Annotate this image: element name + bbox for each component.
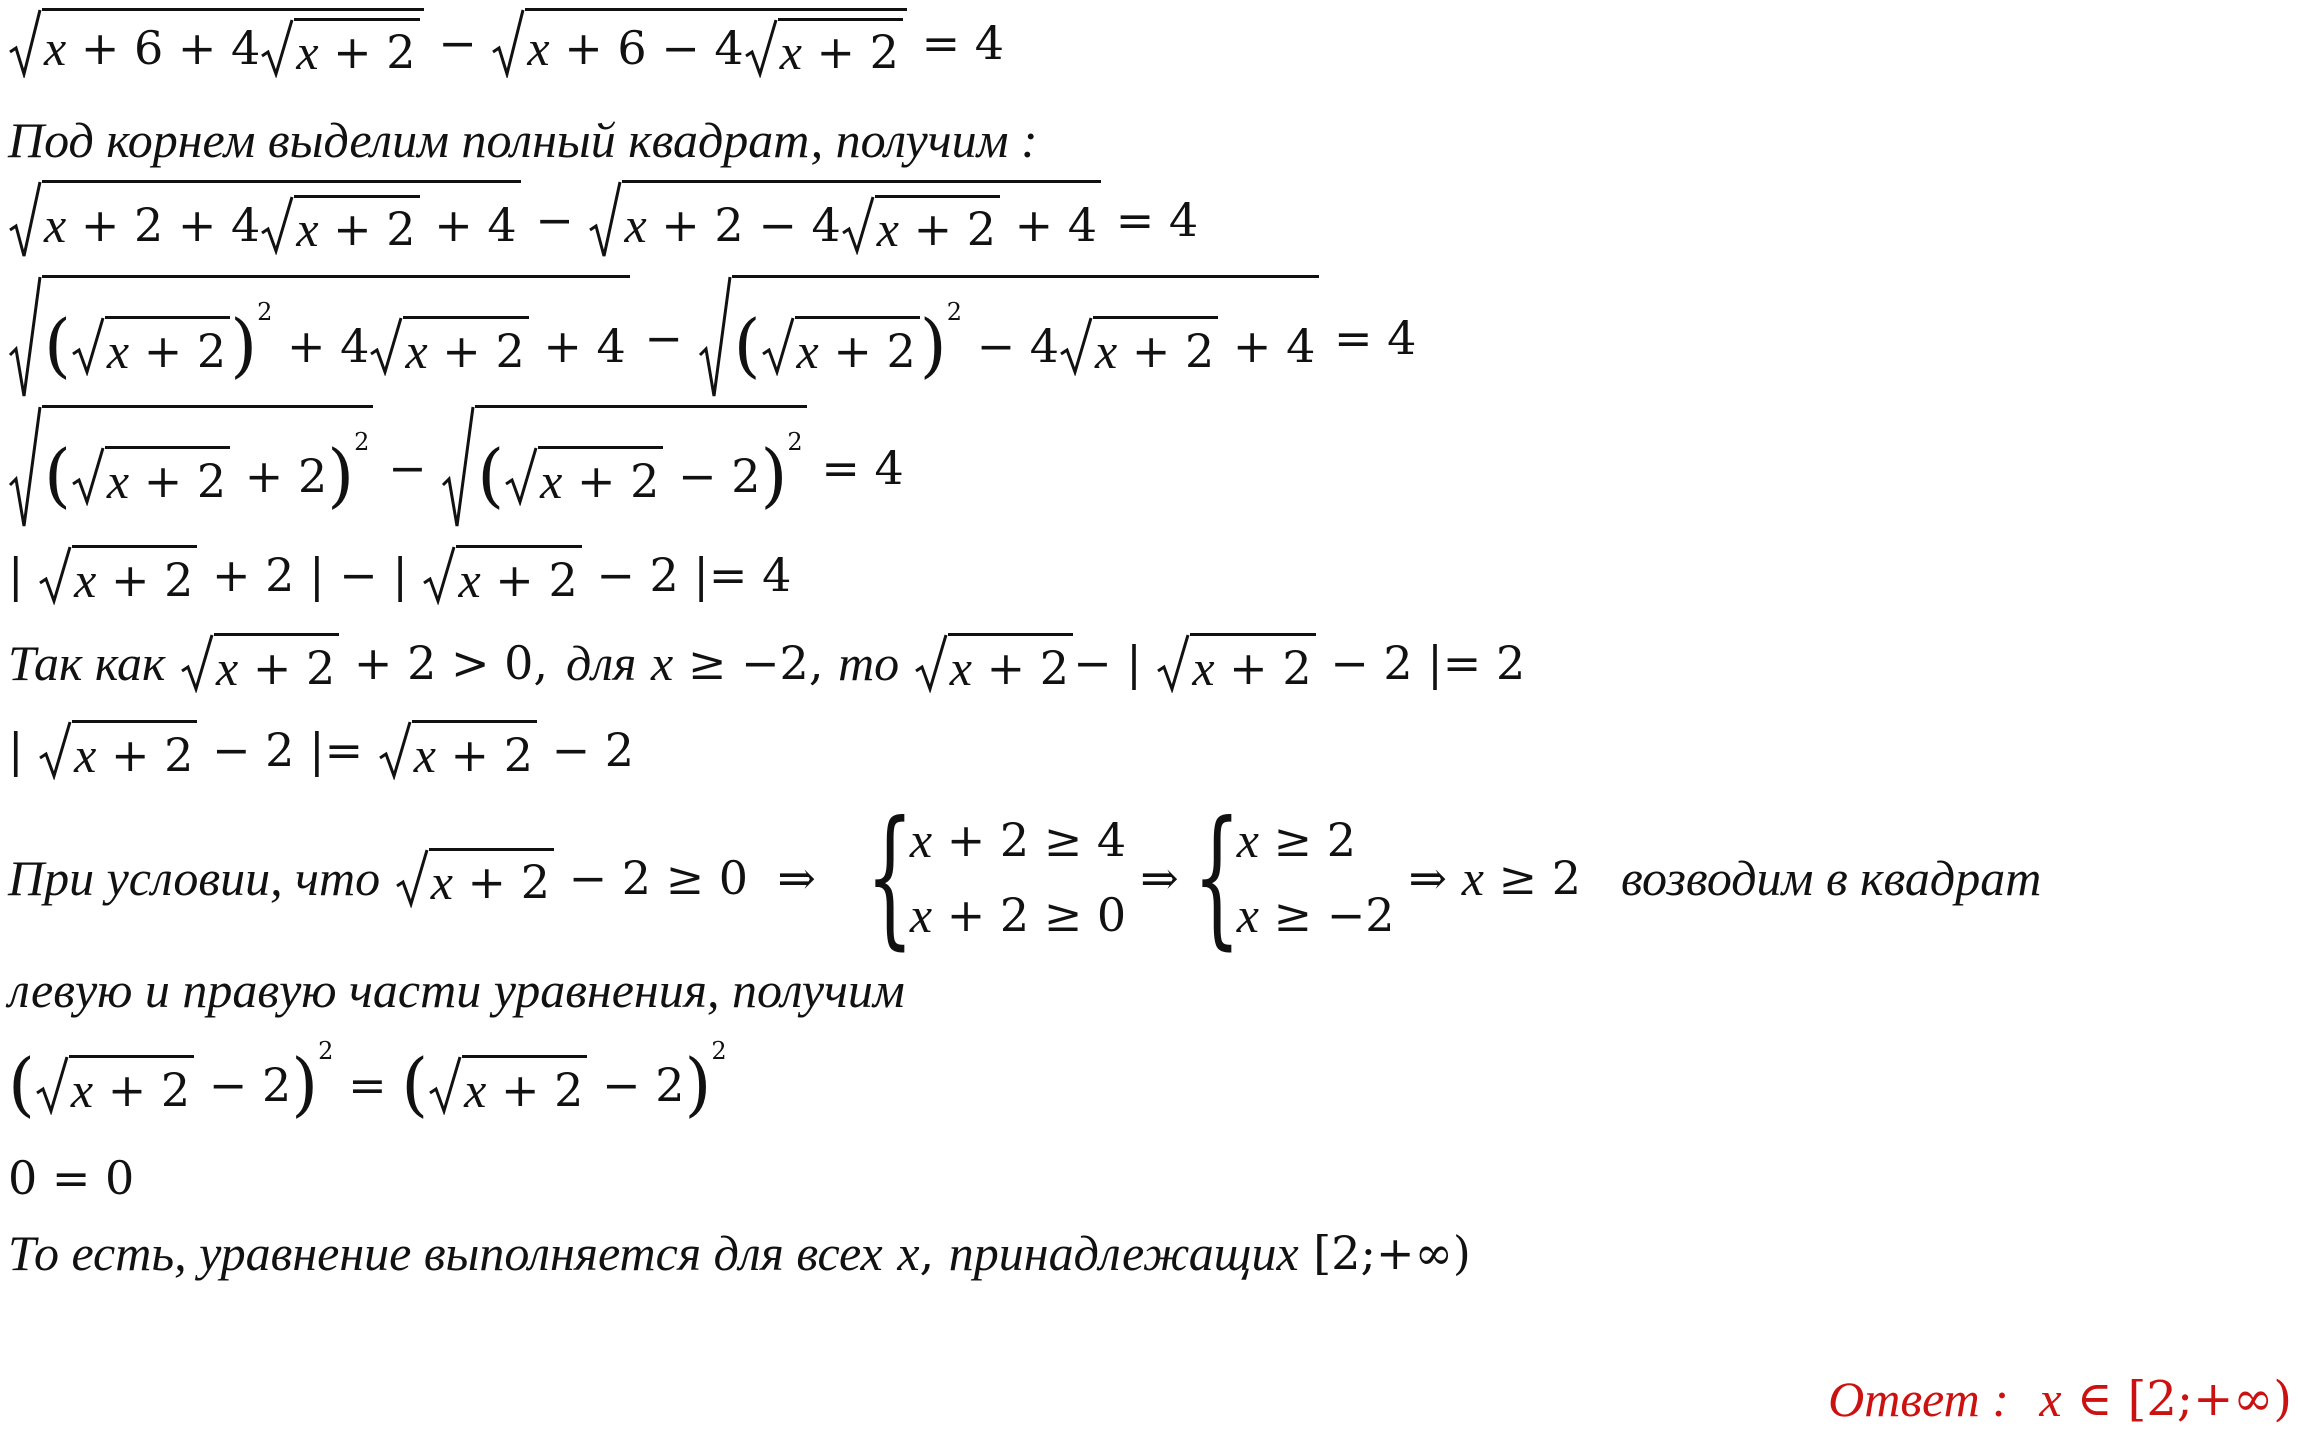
since-statement: Так как x + 2 + 2 > 0, для x ≥ −2, то x + 2 − | x + 2 − 2 |= 2 <box>8 635 1526 696</box>
equation-step-4: ( x + 2 + 2 ) $^2$ − ( x + 2 − 2 ) $^2$ = 4 <box>8 405 904 530</box>
answer: Ответ : x ∈ [2;+∞) <box>1828 1371 2292 1427</box>
system-1: { x + 2 ≥ 4 x + 2 ≥ 0 <box>865 790 1127 965</box>
equation-original: x + 6 + 4 x + 2 − x + 6 − 4 x + 2 = 4 <box>8 8 1004 78</box>
text-then: то <box>838 635 900 691</box>
equation-step-3: ( x + 2 ) $^2$ + 4 x + 2 + 4 − ( x + 2 ) $^2$ − 4 x + 2 + 4 = 4 <box>8 275 1416 400</box>
text-condition: При условии, что <box>8 849 381 906</box>
text-since: Так как <box>8 635 166 691</box>
text-left-right: левую и правую части уравнения, получим <box>8 962 905 1018</box>
system-2: { x ≥ 2 x ≥ −2 <box>1192 790 1395 965</box>
equation-squared: ( x + 2 − 2 ) $^2$ = ( x + 2 − 2 ) $^2$ <box>8 1037 727 1125</box>
text-complete-square: Под корнем выделим полный квадрат, получим : <box>8 112 1038 168</box>
equation-abs: | x + 2 + 2 | − | x + 2 − 2 |= 4 <box>8 540 791 610</box>
identity: 0 = 0 <box>8 1151 135 1205</box>
conclusion: То есть, уравнение выполняется для всех x , принадлежащих [2;+∞) <box>8 1225 1471 1281</box>
equation-abs-simplified: | x + 2 − 2 |= x + 2 − 2 <box>8 715 634 785</box>
text-square-both: возводим в квадрат <box>1620 849 2042 906</box>
text-belonging: принадлежащих <box>948 1225 1299 1281</box>
text-conclusion: То есть, уравнение выполняется для всех <box>8 1225 883 1281</box>
text-for: для <box>566 635 637 691</box>
answer-label: Ответ : <box>1828 1371 2009 1427</box>
condition-statement: При условии, что x + 2 − 2 ≥ 0 ⇒ { x + 2 ≥ 4 x + 2 ≥ 0 ⇒ { x ≥ 2 x ≥ −2 ⇒ x ≥ 2 возводим в квадрат <box>8 790 2042 965</box>
equation-step-2: x + 2 + 4 x + 2 + 4 − x + 2 − 4 x + 2 + 4 = 4 <box>8 180 1198 260</box>
